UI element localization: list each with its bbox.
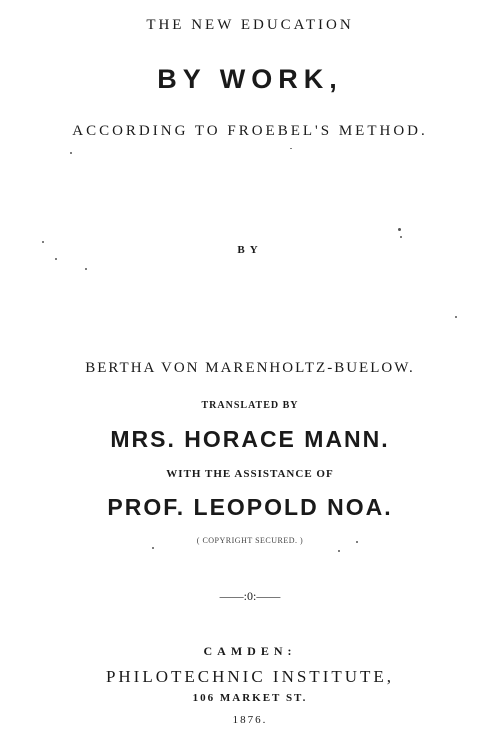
main-title: BY WORK, xyxy=(157,64,343,94)
publication-year: 1876. xyxy=(232,714,268,726)
scan-speck xyxy=(290,148,292,149)
scan-speck xyxy=(85,268,87,270)
scan-speck xyxy=(338,550,340,552)
translated-by-label: TRANSLATED BY xyxy=(201,400,299,411)
scan-speck xyxy=(42,241,44,243)
scan-speck xyxy=(356,541,358,543)
publication-place: CAMDEN: xyxy=(203,644,297,658)
subtitle: ACCORDING TO FROEBEL'S METHOD. xyxy=(72,123,428,139)
scan-speck xyxy=(455,316,457,318)
assistant-name: PROF. LEOPOLD NOA. xyxy=(107,494,393,520)
scan-speck xyxy=(70,152,72,154)
scan-speck xyxy=(152,547,154,549)
top-title: THE NEW EDUCATION xyxy=(146,17,354,33)
by-label: BY xyxy=(237,244,263,256)
copyright-notice: ( COPYRIGHT SECURED. ) xyxy=(196,536,304,545)
ornament-divider: ——:0:—— xyxy=(219,589,281,603)
author-name: BERTHA VON MARENHOLTZ-BUELOW. xyxy=(85,360,415,376)
scan-speck xyxy=(400,236,402,238)
publisher-name: PHILOTECHNIC INSTITUTE, xyxy=(105,667,395,686)
scan-speck xyxy=(55,258,57,260)
assistance-label: WITH THE ASSISTANCE OF xyxy=(166,468,334,480)
translator-name: MRS. HORACE MANN. xyxy=(110,426,390,452)
scan-speck xyxy=(398,228,401,231)
publisher-address: 106 MARKET ST. xyxy=(192,692,308,704)
